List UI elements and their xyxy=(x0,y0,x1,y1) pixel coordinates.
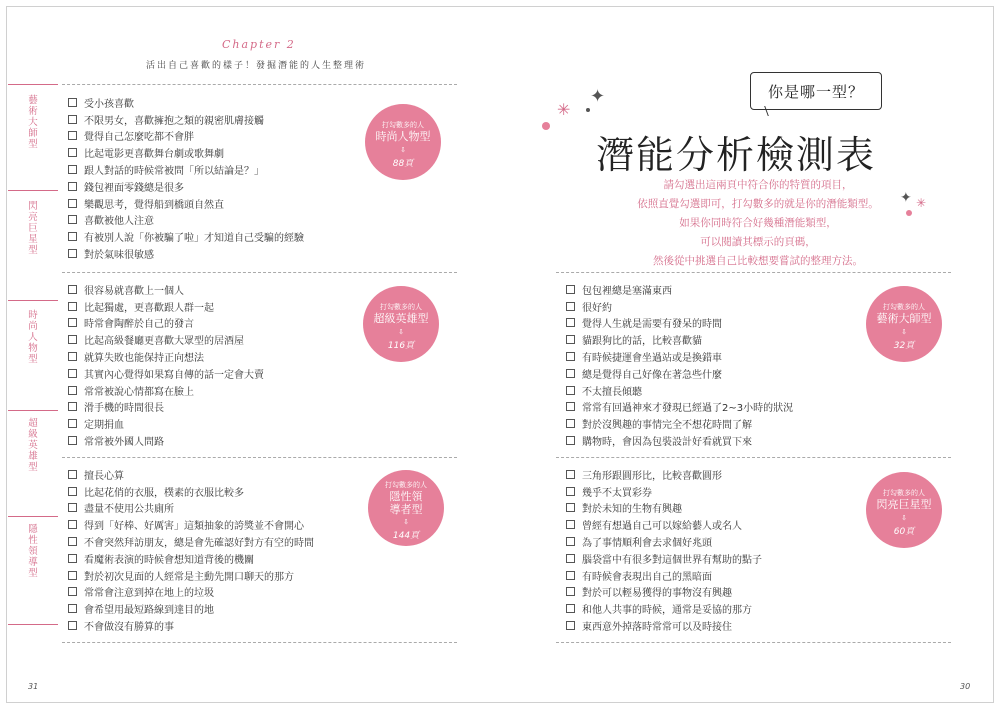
checkbox[interactable] xyxy=(68,131,77,140)
tab-divider xyxy=(8,516,58,517)
decor-dot xyxy=(542,122,550,130)
checklist-item[interactable]: 對於氣味很敏感 xyxy=(68,245,304,262)
checkbox[interactable] xyxy=(566,369,575,378)
checklist-item[interactable]: 腦袋當中有很多對這個世界有幫助的點子 xyxy=(566,550,762,567)
checkbox[interactable] xyxy=(566,554,575,563)
checklist-artist xyxy=(566,281,793,449)
checklist-item[interactable]: 受小孩喜歡 xyxy=(68,94,304,111)
side-tab-fashion: 時尚人物型 xyxy=(28,310,38,365)
checklist-item[interactable]: 其實內心覺得如果寫自傳的話一定會大賣 xyxy=(68,365,264,382)
checkbox[interactable] xyxy=(68,148,77,157)
checkbox[interactable] xyxy=(566,419,575,428)
checkbox[interactable] xyxy=(68,285,77,294)
speech-bubble: 你是哪一型？ xyxy=(750,72,882,110)
checkbox[interactable] xyxy=(68,571,77,580)
checklist-item[interactable]: 滑手機的時間很長 xyxy=(68,399,264,416)
checkbox[interactable] xyxy=(566,285,575,294)
tab-divider xyxy=(8,300,58,301)
checklist-item[interactable]: 對於初次見面的人經常是主動先開口聊天的那方 xyxy=(68,567,314,584)
checkbox[interactable] xyxy=(68,604,77,613)
checklist-item[interactable]: 跟人對話的時候常被問「所以結論是？」 xyxy=(68,161,304,178)
checklist-fashion xyxy=(68,94,304,262)
checkbox[interactable] xyxy=(566,537,575,546)
checkbox[interactable] xyxy=(566,386,575,395)
checkbox[interactable] xyxy=(68,487,77,496)
checkbox[interactable] xyxy=(566,352,575,361)
type-badge-leader: 打勾數多的人 隱性領 導者型 ⇩ 144頁 xyxy=(368,470,444,546)
checkbox[interactable] xyxy=(68,402,77,411)
checklist-item[interactable]: 比起花俏的衣服，樸素的衣服比較多 xyxy=(68,483,314,500)
checkbox[interactable] xyxy=(566,402,575,411)
checklist-item[interactable]: 很容易就喜歡上一個人 xyxy=(68,281,264,298)
checklist-item[interactable]: 為了事情順利會去求個好兆頭 xyxy=(566,533,762,550)
checkbox[interactable] xyxy=(566,520,575,529)
checkbox[interactable] xyxy=(68,249,77,258)
checkbox[interactable] xyxy=(68,98,77,107)
chapter-label: Chapter 2 xyxy=(222,38,296,51)
checkbox[interactable] xyxy=(68,369,77,378)
checkbox[interactable] xyxy=(68,419,77,428)
checklist-item[interactable]: 對於沒興趣的事情完全不想花時間了解 xyxy=(566,415,793,432)
side-tab-hero: 超級英雄型 xyxy=(28,418,38,473)
checklist-item[interactable]: 有被別人說「你被騙了啦」才知道自己受騙的經驗 xyxy=(68,228,304,245)
checkbox[interactable] xyxy=(68,470,77,479)
checklist-item[interactable]: 對於可以輕易獲得的事物沒有興趣 xyxy=(566,584,762,601)
decor-dot xyxy=(586,108,590,112)
type-badge-fashion: 打勾數多的人 時尚人物型 ⇩ 88頁 xyxy=(365,104,441,180)
checklist-leader xyxy=(68,466,314,634)
checkbox[interactable] xyxy=(68,554,77,563)
arrow-down-icon: ⇩ xyxy=(403,518,409,526)
checkbox[interactable] xyxy=(68,436,77,445)
checkbox[interactable] xyxy=(68,182,77,191)
page-number-right: 30 xyxy=(960,682,971,691)
checklist-item[interactable]: 不會突然拜訪朋友，總是會先確認好對方有空的時間 xyxy=(68,533,314,550)
type-badge-hero: 打勾數多的人 超級英雄型 ⇩ 116頁 xyxy=(363,286,439,362)
tab-divider xyxy=(8,624,58,625)
checklist-item[interactable]: 東西意外掉落時常常可以及時接住 xyxy=(566,617,762,634)
checklist-item[interactable]: 常常被外國人問路 xyxy=(68,432,264,449)
checklist-item[interactable]: 常常有回過神來才發現已經過了2~3小時的狀況 xyxy=(566,399,793,416)
page-title: 潛能分析檢測表 xyxy=(596,133,877,177)
checklist-item[interactable]: 常常被說心情都寫在臉上 xyxy=(68,382,264,399)
checklist-item[interactable]: 曾經有想過自己可以嫁給藝人或名人 xyxy=(566,516,762,533)
checkbox[interactable] xyxy=(68,587,77,596)
checklist-item[interactable]: 盡量不使用公共廁所 xyxy=(68,500,314,517)
checkbox[interactable] xyxy=(68,199,77,208)
checklist-hero xyxy=(68,281,264,449)
intro-text: 請勾選出這兩頁中符合你的特質的項目， 依照直覺勾選即可，打勾數多的就是你的潛能類型。 如果你同時符合好幾種潛能類型， 可以閱讀其標示的頁碼， 然後從中挑選自己比較想要嘗試的整理方法。 xyxy=(637,179,879,267)
checklist-item[interactable]: 不會做沒有勝算的事 xyxy=(68,617,314,634)
checkbox[interactable] xyxy=(68,318,77,327)
checklist-item[interactable]: 很好約 xyxy=(566,298,793,315)
section-rule xyxy=(62,84,457,85)
section-rule xyxy=(556,272,951,273)
tab-divider xyxy=(8,410,58,411)
type-badge-star: 打勾數多的人 閃亮巨星型 ⇩ 60頁 xyxy=(866,472,942,548)
sparkle-icon: ✦ xyxy=(900,190,912,206)
checkbox[interactable] xyxy=(68,503,77,512)
checklist-item[interactable]: 三角形跟圓形比，比較喜歡圓形 xyxy=(566,466,762,483)
checkbox[interactable] xyxy=(68,621,77,630)
checkbox[interactable] xyxy=(566,436,575,445)
checklist-item[interactable]: 樂觀思考，覺得船到橋頭自然直 xyxy=(68,195,304,212)
checklist-item[interactable]: 擅長心算 xyxy=(68,466,314,483)
checklist-item[interactable]: 時常會陶醉於自己的發言 xyxy=(68,315,264,332)
checkbox[interactable] xyxy=(68,537,77,546)
checklist-item[interactable]: 得到「好棒、好厲害」這類抽象的誇獎並不會開心 xyxy=(68,516,314,533)
checklist-item[interactable]: 包包裡總是塞滿東西 xyxy=(566,281,793,298)
checkbox[interactable] xyxy=(68,386,77,395)
checklist-item[interactable]: 對於未知的生物有興趣 xyxy=(566,500,762,517)
section-rule xyxy=(62,457,457,458)
type-badge-artist: 打勾數多的人 藝術大師型 ⇩ 32頁 xyxy=(866,286,942,362)
checklist-item[interactable]: 購物時，會因為包裝設計好看就買下來 xyxy=(566,432,793,449)
sparkle-icon: ✦ xyxy=(590,86,606,107)
checkbox[interactable] xyxy=(68,215,77,224)
section-rule xyxy=(62,642,457,643)
checklist-item[interactable]: 不限男女，喜歡擁抱之類的親密肌膚接觸 xyxy=(68,111,304,128)
checkbox[interactable] xyxy=(68,232,77,241)
chapter-subtitle: 活出自己喜歡的樣子！發掘潛能的人生整理術 xyxy=(146,61,367,71)
tab-divider xyxy=(8,190,58,191)
checkbox[interactable] xyxy=(68,352,77,361)
side-tab-leader: 隱性領導型 xyxy=(28,524,38,579)
checkbox[interactable] xyxy=(566,318,575,327)
checklist-star xyxy=(566,466,762,634)
checklist-item[interactable]: 錢包裡面零錢總是很多 xyxy=(68,178,304,195)
checklist-item[interactable]: 不太擅長傾聽 xyxy=(566,382,793,399)
checkbox[interactable] xyxy=(566,302,575,311)
checklist-item[interactable]: 喜歡被他人注意 xyxy=(68,212,304,229)
side-tab-star: 閃亮巨星型 xyxy=(28,201,38,256)
checkbox[interactable] xyxy=(68,115,77,124)
section-rule xyxy=(556,457,951,458)
checklist-item[interactable]: 總是覺得自己好像在著急些什麼 xyxy=(566,365,793,382)
sparkle-icon: ✳ xyxy=(557,100,571,119)
section-rule xyxy=(556,642,951,643)
checkbox[interactable] xyxy=(566,335,575,344)
checkbox[interactable] xyxy=(566,604,575,613)
checklist-item[interactable]: 會希望用最短路線到達目的地 xyxy=(68,600,314,617)
checkbox[interactable] xyxy=(566,503,575,512)
sparkle-icon: ✳ xyxy=(916,196,927,210)
checkbox[interactable] xyxy=(566,587,575,596)
checklist-item[interactable]: 比起獨處，更喜歡跟人群一起 xyxy=(68,298,264,315)
checkbox[interactable] xyxy=(68,302,77,311)
arrow-down-icon: ⇩ xyxy=(901,514,907,522)
checkbox[interactable] xyxy=(68,520,77,529)
side-tab-artist: 藝術大師型 xyxy=(28,95,38,150)
checklist-item[interactable]: 看魔術表演的時候會想知道背後的機關 xyxy=(68,550,314,567)
checklist-item[interactable]: 比起電影更喜歡舞台劇或歌舞劇 xyxy=(68,144,304,161)
checklist-item[interactable]: 有時候捷運會坐過站或是換錯車 xyxy=(566,348,793,365)
checklist-item[interactable]: 覺得人生就是需要有發呆的時間 xyxy=(566,315,793,332)
page-number-left: 31 xyxy=(28,682,39,691)
checklist-item[interactable]: 和他人共事的時候，通常是妥協的那方 xyxy=(566,600,762,617)
checkbox[interactable] xyxy=(68,165,77,174)
checklist-item[interactable]: 常常會注意到掉在地上的垃圾 xyxy=(68,584,314,601)
arrow-down-icon: ⇩ xyxy=(901,328,907,336)
checklist-item[interactable]: 貓跟狗比的話，比較喜歡貓 xyxy=(566,331,793,348)
checkbox[interactable] xyxy=(566,571,575,580)
checklist-item[interactable]: 比起高級餐廳更喜歡大眾型的居酒屋 xyxy=(68,331,264,348)
checklist-item[interactable]: 幾乎不太買彩券 xyxy=(566,483,762,500)
tab-divider xyxy=(8,84,58,85)
checkbox[interactable] xyxy=(68,335,77,344)
arrow-down-icon: ⇩ xyxy=(398,328,404,336)
checklist-item[interactable]: 有時候會表現出自己的黑暗面 xyxy=(566,567,762,584)
checkbox[interactable] xyxy=(566,621,575,630)
checkbox[interactable] xyxy=(566,470,575,479)
checklist-item[interactable]: 就算失敗也能保持正向想法 xyxy=(68,348,264,365)
arrow-down-icon: ⇩ xyxy=(400,146,406,154)
checkbox[interactable] xyxy=(566,487,575,496)
checklist-item[interactable]: 覺得自己怎麼吃都不會胖 xyxy=(68,128,304,145)
checklist-item[interactable]: 定期捐血 xyxy=(68,415,264,432)
section-rule xyxy=(62,272,457,273)
